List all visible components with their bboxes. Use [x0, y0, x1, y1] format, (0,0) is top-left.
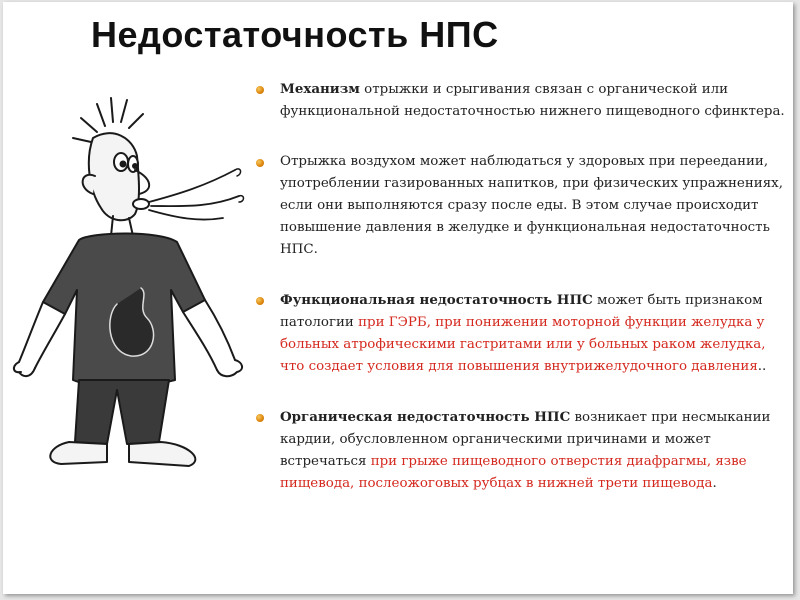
term-functional: Функциональная недостаточность НПС [280, 292, 593, 308]
bullet-organic-insufficiency [253, 406, 785, 495]
orange-dot-bullet-icon [256, 159, 264, 167]
paragraph-text: отрыжки и срыгивания связан с органической или функциональной недостаточностью нижнего пищеводного сфинктера. [280, 82, 785, 119]
paragraph-text: Отрыжка воздухом может наблюдаться у здоровых при переедании, употреблении газированных напитков, при физических упражнениях, если они выполняются сразу после еды. В этом случае происходит повышение давления в желудке и функциональная недостаточность НПС. [280, 154, 783, 257]
burping-man-illustration [9, 90, 249, 480]
paragraph-text: может быть признаком патологии [280, 293, 763, 330]
orange-dot-bullet-icon [256, 86, 264, 94]
slide-title: Недостаточность НПС [91, 14, 499, 55]
highlight-text: при грыже пищеводного отверстия диафрагмы, язве пищевода, послеожоговых рубцах в нижней трети пищевода [280, 454, 747, 491]
bullet-functional-insufficiency [253, 289, 785, 378]
bullet-air-burp [253, 151, 785, 261]
term-mechanism: Механизм [280, 81, 360, 97]
orange-dot-bullet-icon [256, 297, 264, 305]
paragraph-tail: . [712, 476, 717, 491]
bullet-mechanism [253, 78, 785, 123]
content-list [253, 78, 785, 523]
highlight-text: при ГЭРБ, при понижении моторной функции желудка у больных атрофическими гастритами или у больных раком желудка, что создает условия для повышения внутрижелудочного давления [280, 315, 766, 374]
paragraph-text: возникает при несмыкании кардии, обусловленном органическими причинами и может встречаться [280, 410, 771, 469]
paragraph-tail: .. [757, 359, 767, 374]
slide [3, 2, 793, 594]
orange-dot-bullet-icon [256, 414, 264, 422]
term-organic: Органическая недостаточность НПС [280, 409, 571, 425]
